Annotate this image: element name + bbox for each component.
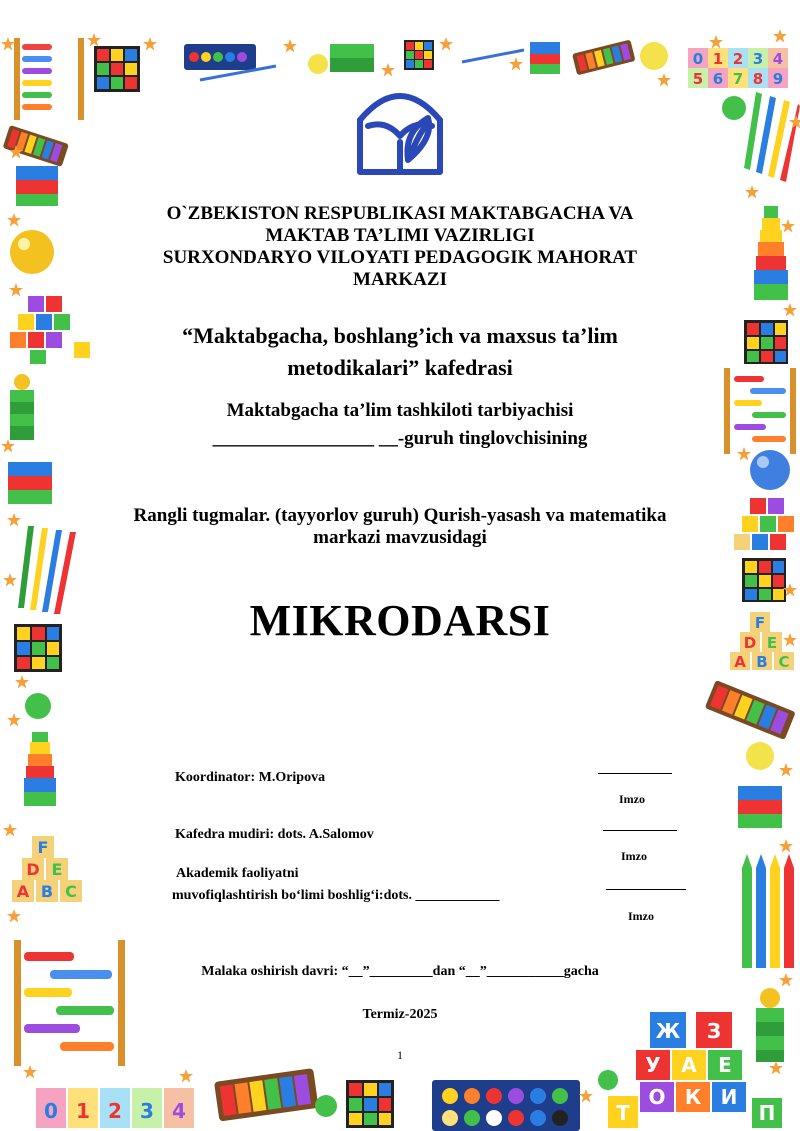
svg-text:6: 6	[712, 70, 724, 88]
svg-text:А: А	[681, 1053, 697, 1077]
svg-text:У: У	[645, 1053, 661, 1077]
lego-brick-icon	[738, 786, 782, 828]
signature-line	[598, 773, 672, 774]
signature-coordinator-label: Koordinator: M.Oripova	[175, 770, 326, 785]
lesson-topic	[0, 505, 800, 549]
svg-text:E: E	[766, 634, 778, 652]
svg-text:E: E	[51, 860, 63, 879]
department-line: “Maktabgacha, boshlang’ich va maxsus ta’lim	[182, 323, 618, 348]
svg-text:F: F	[754, 614, 766, 632]
svg-text:З: З	[706, 1019, 722, 1043]
svg-text:5: 5	[692, 70, 704, 88]
alphabet-blocks-icon	[688, 48, 788, 88]
svg-text:0: 0	[44, 1099, 58, 1123]
svg-text:9: 9	[772, 70, 784, 88]
svg-text:Ж: Ж	[655, 1019, 681, 1043]
svg-text:2: 2	[108, 1099, 122, 1123]
trainee-line: Maktabgacha ta’lim tashkiloti tarbiyachisi	[226, 400, 574, 421]
lego-brick-icon	[330, 44, 374, 72]
ball-icon	[722, 96, 746, 120]
signature-caption: Imzo	[628, 909, 654, 923]
svg-text:B: B	[756, 653, 768, 671]
signature-line	[603, 830, 677, 831]
paint-palette-icon	[184, 44, 276, 80]
ball-icon	[308, 54, 328, 74]
xylophone-icon	[572, 39, 636, 75]
ministry-heading	[0, 203, 800, 291]
ball-icon	[640, 42, 668, 70]
paint-palette-icon	[432, 1080, 580, 1131]
ball-icon	[746, 742, 774, 770]
rubiks-cube-icon	[94, 46, 140, 92]
svg-text:F: F	[37, 838, 49, 857]
svg-text:B: B	[40, 882, 54, 901]
trainee-line: _________________ __-guruh tinglovchisining	[212, 428, 588, 449]
signature-line	[606, 889, 686, 890]
signature-academic-label-line1: Akademik faoliyatni	[176, 866, 299, 881]
svg-text:Т: Т	[616, 1101, 630, 1125]
ball-icon	[25, 693, 51, 719]
xylophone-icon	[3, 125, 69, 167]
svg-text:C: C	[778, 653, 790, 671]
ball-icon	[315, 1095, 337, 1117]
ball-icon	[598, 1070, 618, 1090]
topic-line: Rangli tugmalar. (tayyorlov guruh) Qurish-yasash va matematika	[133, 505, 667, 526]
document-title: MIKRODARSI	[249, 596, 551, 645]
signature-academic-label-line2: muvofiqlashtirish bo‘limi boshlig‘i:dots. ____________	[172, 888, 500, 903]
stacking-rings-icon	[24, 732, 56, 806]
ministry-line: O`ZBEKISTON RESPUBLIKASI MAKTABGACHA VA	[166, 203, 634, 224]
book-logo	[346, 76, 454, 184]
svg-text:2: 2	[732, 50, 744, 68]
lego-brick-icon	[8, 462, 52, 504]
abacus-icon	[14, 38, 84, 120]
paintbrush-icon	[462, 50, 524, 62]
svg-text:D: D	[26, 860, 40, 879]
ministry-line: MAKTAB TA’LIMI VAZIRLIGI	[265, 225, 535, 246]
xylophone-icon	[214, 1068, 319, 1122]
svg-text:4: 4	[772, 50, 784, 68]
svg-text:Е: Е	[718, 1053, 732, 1077]
svg-text:3: 3	[752, 50, 764, 68]
svg-text:A: A	[734, 653, 746, 671]
xylophone-icon	[705, 680, 796, 740]
svg-text:8: 8	[752, 70, 764, 88]
svg-text:О: О	[648, 1085, 666, 1109]
page-number: 1	[397, 1048, 403, 1062]
svg-text:И: И	[720, 1085, 738, 1109]
training-period: Malaka oshirish davri: “__”_________dan “__”___________gacha	[201, 964, 599, 979]
svg-text:П: П	[758, 1101, 776, 1125]
svg-text:A: A	[16, 882, 30, 901]
signature-caption: Imzo	[619, 792, 645, 806]
svg-text:7: 7	[732, 70, 744, 88]
svg-text:4: 4	[172, 1099, 186, 1123]
svg-text:D: D	[743, 634, 757, 652]
city-year: Termiz-2025	[362, 1007, 438, 1022]
trainee-info	[0, 397, 800, 453]
svg-text:1: 1	[76, 1099, 90, 1123]
rubiks-cube-icon	[346, 1080, 394, 1128]
lego-brick-icon	[530, 42, 560, 74]
crayons-icon	[744, 92, 800, 182]
svg-text:1: 1	[712, 50, 724, 68]
lego-brick-icon	[16, 166, 58, 206]
ministry-line: SURXONDARYO VILOYATI PEDAGOGIK MAHORAT	[162, 247, 638, 268]
rubiks-cube-icon	[404, 40, 434, 70]
alphabet-blocks-icon	[12, 836, 82, 902]
ball-icon	[750, 450, 790, 490]
alphabet-blocks-icon	[36, 1088, 194, 1128]
svg-text:3: 3	[140, 1099, 154, 1123]
department-line: metodikalari” kafedrasi	[287, 355, 513, 380]
signature-head-label: Kafedra mudiri: dots. A.Salomov	[175, 827, 374, 842]
crayons-icon	[742, 854, 794, 968]
alphabet-blocks-icon	[608, 1012, 782, 1128]
department-heading	[0, 320, 800, 384]
ministry-line: MARKAZI	[353, 269, 447, 290]
signature-caption: Imzo	[621, 849, 647, 863]
svg-text:0: 0	[692, 50, 704, 68]
svg-text:C: C	[65, 882, 77, 901]
topic-line: markazi mavzusidagi	[313, 527, 487, 548]
svg-text:К: К	[684, 1085, 702, 1109]
